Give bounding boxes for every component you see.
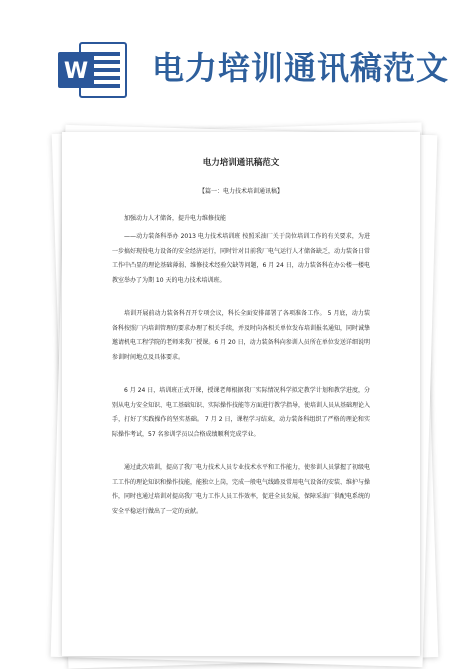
document-preview — [0, 118, 474, 669]
document-subtitle: 【篇一：电力技术培训通讯稿】 — [198, 188, 283, 195]
banner-header — [0, 0, 474, 118]
document-heading: 加强动力人才储备，提升电力维修技能 — [124, 215, 227, 222]
paragraph-4: 通过此次培训，提高了我厂电力技术人员专业技术水平和工作能力，使参训人员掌握了初级电工工作的理论知识和操作技能，能独立上岗，完成一般电气线路及常用电气设备的安装、维护与操作，同时也通过培训对提高我厂电力工作人员工作效率，促进全员发展，保障采油厂供配电系统的安全平稳运行做出了一定的贡献。 — [112, 464, 371, 515]
paragraph-1: ——动力装备科举办 2013 电力技术培训班 按照采油厂关于岗位培训工作的有关要求，为进一步搞好现役电力设备的安全经济运行，同时针对目前我厂电气运行人才储备缺乏，动力装备日常工作中凸显的理论基础薄弱、维修技术经验欠缺等问题，6 月 24 日，动力装备科在办公楼一楼电教室举办了为期 10 天的电力技术培训班。 — [112, 233, 371, 284]
paper-sheet-front — [62, 132, 420, 656]
document-title: 电力培训通讯稿范文 — [202, 158, 280, 168]
word-document-icon — [56, 40, 128, 100]
header-title: 电力培训通讯稿范文 — [152, 49, 450, 87]
word-logo-letter: W — [63, 59, 89, 84]
paragraph-3: 6 月 24 日，培训班正式开课，授课老师根据我厂实际情况科学拟定教学计划和教学进度，分别从电力安全知识、电工基础知识、实际操作技能等方面进行教学指导，使培训人员从基础理论入手，打好了实践操作的坚实基础。 7 月 2 日，课程学习结束，动力装备科组织了严格的理论和实际操作考试，57 名参训学员以合格成绩顺利完成学业。 — [112, 387, 371, 438]
document-body — [112, 156, 370, 538]
paragraph-2: 培训开展前动力装备科召开专项会议，科长全面安排部署了各项准备工作。 5 月底，动力装备科按照厂内培训管理的要求办理了相关手续，并及时向各相关单位发布培训报名通知，同时诚挚邀请机电工程学院的老师来我厂授课。6 月 20 日，动力装备科向参训人员所在单位发送详细说明参训时间地点及具体要求。 — [112, 310, 371, 361]
